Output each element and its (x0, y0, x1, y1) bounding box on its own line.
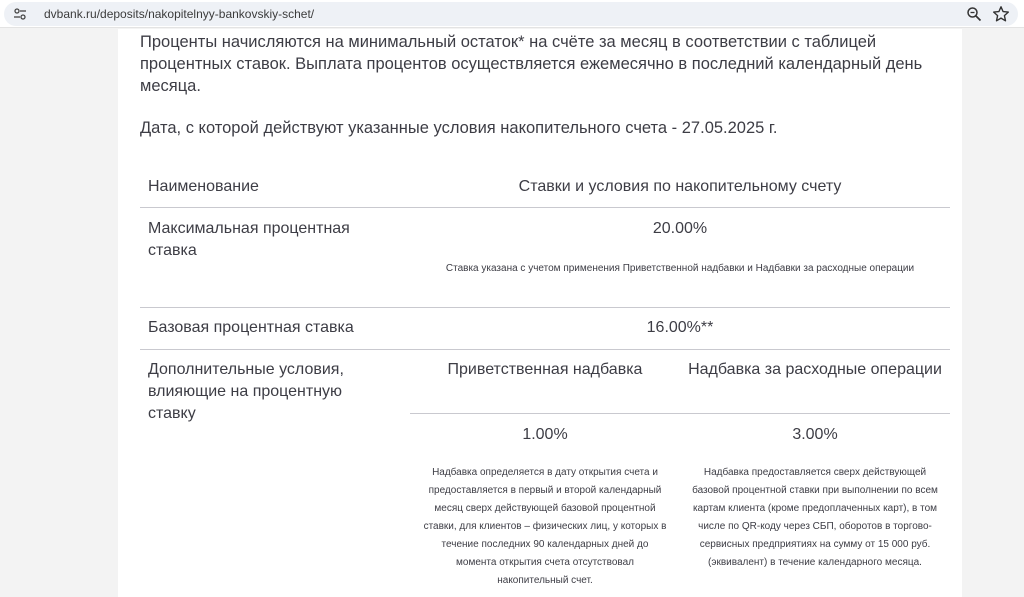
spending-bonus-note: Надбавка предоставляется сверх действующей базовой процентной ставки при выполнении по всем картам клиента (кроме предоплаченных карт), в том числе по QR-коду через СБП, оборотов в торгово-сервисных предприятиях на сумму от 15 000 руб. (эквивалент) в течение календарного месяца. (692, 467, 938, 568)
row-label-base-rate: Базовая процентная ставка (148, 319, 354, 336)
row-label-max-rate: Максимальная процентная ставка (148, 220, 350, 259)
spending-bonus-title: Надбавка за расходные операции (688, 361, 942, 378)
spending-bonus-value: 3.00% (792, 426, 838, 443)
max-rate-note: Ставка указана с учетом применения Приветственной надбавки и Надбавки за расходные операции (445, 263, 915, 274)
col-header-terms: Ставки и условия по накопительному счету (518, 178, 842, 195)
subtable-divider (410, 413, 950, 414)
welcome-bonus-title: Приветственная надбавка (447, 361, 643, 378)
url-pill[interactable] (4, 2, 1018, 26)
col-header-name: Наименование (148, 178, 259, 195)
url-text[interactable]: dvbank.ru/deposits/nakopitelnyy-bankovskiy-schet/ (44, 7, 315, 21)
bookmark-star-icon[interactable] (992, 5, 1010, 23)
table-divider (140, 349, 950, 350)
row-label-extra-conditions: Дополнительные условия, влияющие на процентную ставку (148, 361, 344, 422)
zoom-icon[interactable] (966, 6, 982, 22)
page-content (118, 29, 962, 597)
browser-address-bar (0, 0, 1024, 28)
table-divider (140, 307, 950, 308)
welcome-bonus-note: Надбавка определяется в дату открытия счета и предоставляется в первый и второй календарный месяц сверх действующей базовой процентной ставки, для клиентов – физических лиц, у которых в течение последних 90 календарных дней до момента открытия счета отсутствовал накопительный счет. (423, 467, 667, 586)
max-rate-value: 20.00% (652, 220, 708, 237)
base-rate-value: 16.00%** (646, 319, 714, 336)
effective-date-text: Дата, с которой действуют указанные условия накопительного счета - 27.05.2025 г. (140, 119, 778, 137)
table-divider (140, 207, 950, 208)
welcome-bonus-value: 1.00% (522, 426, 568, 443)
interest-description: Проценты начисляются на минимальный остаток* на счёте за месяц в соответствии с таблицей процентных ставок. Выплата процентов осуществляется ежемесячно в последний календарный день месяца. (140, 33, 923, 95)
site-settings-icon[interactable] (12, 6, 28, 22)
